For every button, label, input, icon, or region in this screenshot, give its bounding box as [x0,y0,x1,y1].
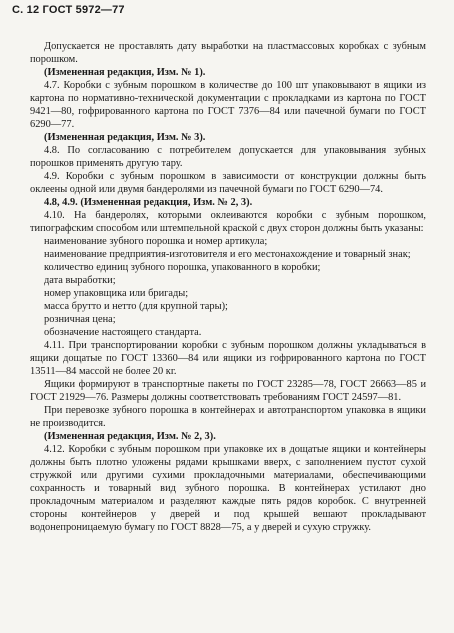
paragraph: масса брутто и нетто (для крупной тары); [44,301,228,312]
document-body [30,40,426,534]
paragraph: Ящики формируют в транспортные пакеты по ГОСТ 23285—78, ГОСТ 26663—85 и ГОСТ 21929—76. Размеры должны соответствовать требованиям ГОСТ 24597—81. [30,379,426,403]
paragraph: При перевозке зубного порошка в контейнерах и автотранспортом упаковка в ящики не производится. [30,405,426,429]
amendment-note: 4.8, 4.9. (Измененная редакция, Изм. № 2, 3). [44,197,253,208]
paragraph: обозначение настоящего стандарта. [44,327,202,338]
paragraph: номер упаковщика или бригады; [44,288,189,299]
paragraph: 4.7. Коробки с зубным порошком в количестве до 100 шт упаковывают в ящики из картона по нормативно-технической документации с прокладками из картона по ГОСТ 9421—80, гофрированного картона по ГОСТ 7376—84 или пачечной бумаги по ГОСТ 6290—77. [30,80,426,130]
paragraph: 4.11. При транспортировании коробки с зубным порошком должны укладываться в ящики дощатые по ГОСТ 13360—84 или ящики из гофрированного картона по ГОСТ 13511—84 массой не более 20 кг. [30,340,426,377]
amendment-note: (Измененная редакция, Изм. № 3). [44,132,206,143]
paragraph: наименование предприятия-изготовителя и его местонахождение и товарный знак; [44,249,411,260]
paragraph: количество единиц зубного порошка, упакованного в коробки; [44,262,321,273]
paragraph: 4.9. Коробки с зубным порошком в зависимости от конструкции должны быть оклеены одной или двумя бандеролями из пачечной бумаги по ГОСТ 6290—74. [30,171,426,195]
amendment-note: (Измененная редакция, Изм. № 2, 3). [44,431,216,442]
paragraph: дата выработки; [44,275,116,286]
paragraph: розничная цена; [44,314,116,325]
paragraph: 4.12. Коробки с зубным порошком при упаковке их в дощатые ящики и контейнеры должны быть плотно уложены рядами крышками вверх, с заполнением пустот сухой стружкой или другими сухими прокладочными материалами, обеспечивающими сохранность и товарный вид зубного порошка. В контейнерах устилают дно прокладочным материалом и разделяют каждые пять рядов коробок. С внутренней стороны контейнеров у дверей и под крышей вешают прокладывают водонепроницаемую бумагу по ГОСТ 8828—75, а у дверей и сухую стружку. [30,444,426,533]
amendment-note: (Измененная редакция, Изм. № 1). [44,67,206,78]
paragraph: 4.10. На бандеролях, которыми оклеиваются коробки с зубным порошком, типографским способом или штемпельной краской с двух сторон должны быть указаны: [30,210,426,234]
paragraph: 4.8. По согласованию с потребителем допускается для упаковывания зубных порошков применять другую тару. [30,145,426,169]
paragraph: наименование зубного порошка и номер артикула; [44,236,268,247]
paragraph: Допускается не проставлять дату выработки на пластмассовых коробках с зубным порошком. [30,41,426,65]
page-header: С. 12 ГОСТ 5972—77 [12,4,125,16]
